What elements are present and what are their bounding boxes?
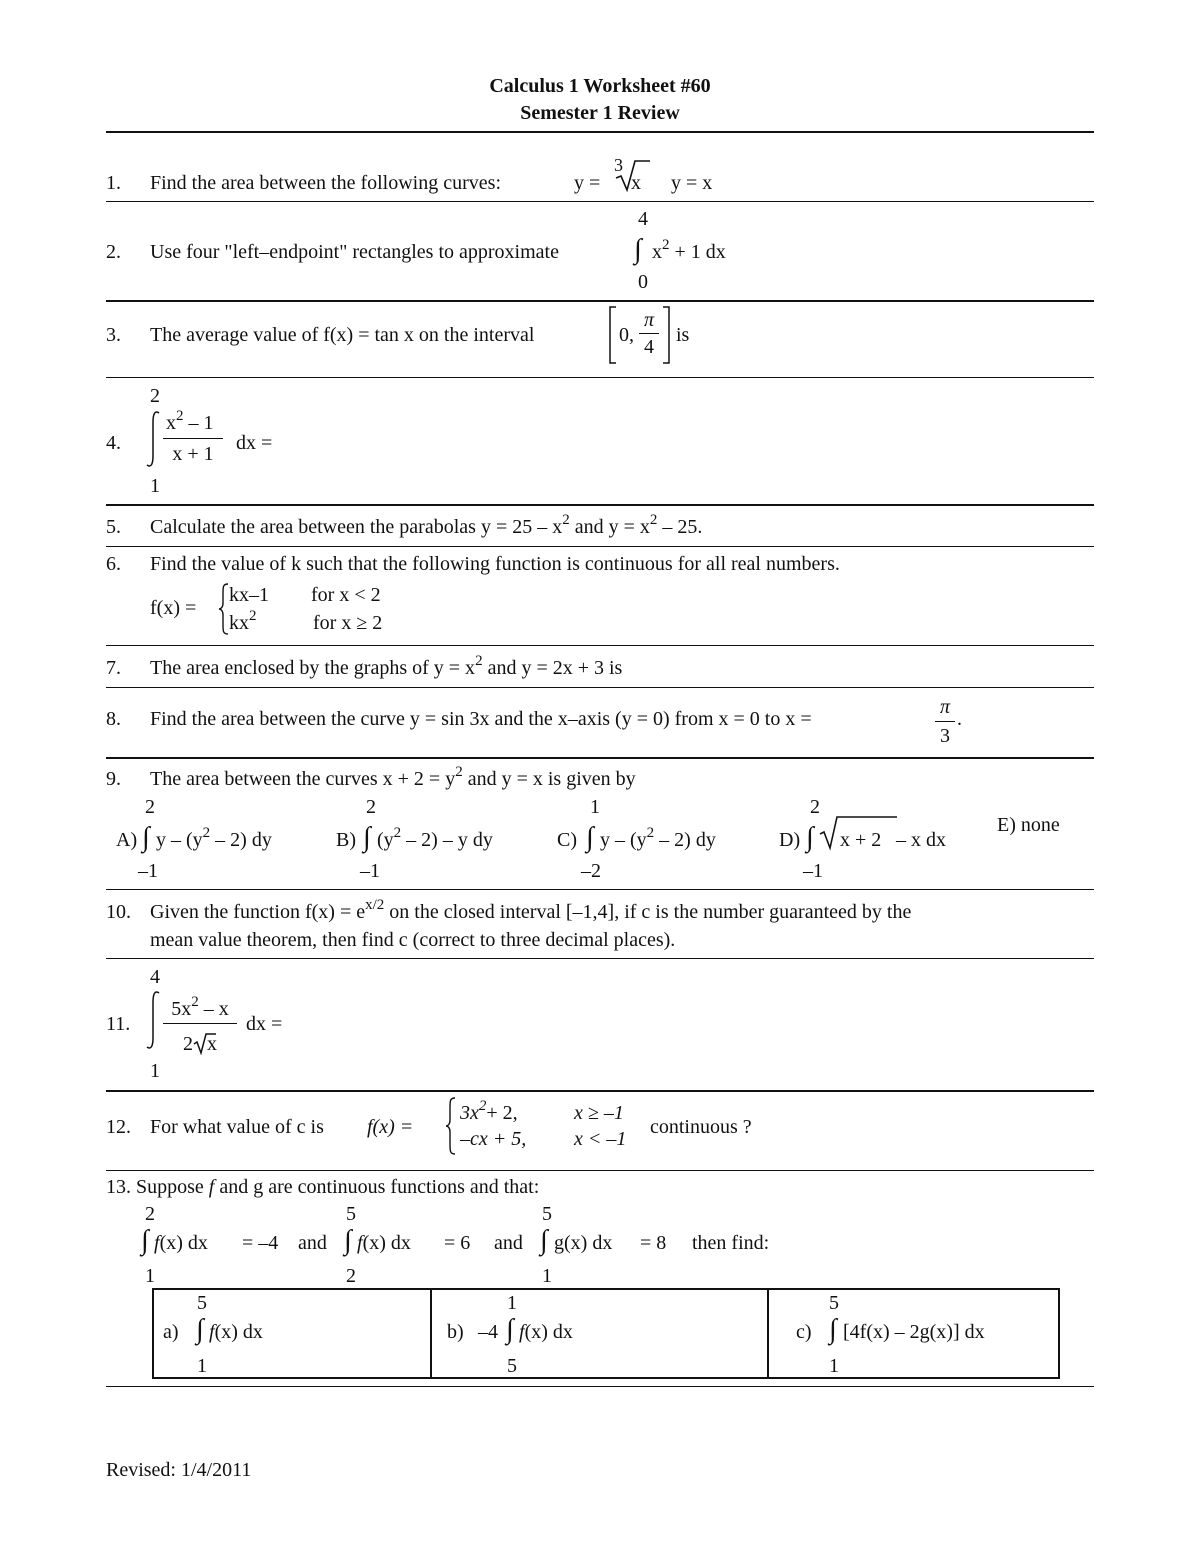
integral-upper-limit: 2: [150, 385, 160, 407]
radicand: x + 2: [840, 829, 882, 851]
problem-number: 12.: [106, 1116, 131, 1138]
integral-lower-limit: –1: [360, 860, 380, 882]
integral-lower-limit: 1: [197, 1355, 207, 1377]
divider: [106, 889, 1094, 890]
coefficient: –4: [478, 1321, 498, 1343]
problem-number: 8.: [106, 708, 121, 730]
integral-sign-icon: ∫: [344, 1225, 352, 1256]
integral-upper-limit: 2: [145, 796, 155, 818]
problem-tail: dx =: [236, 432, 273, 454]
choice-label: D): [779, 829, 801, 851]
integrand: f(x) dx: [154, 1232, 208, 1254]
integral-sign-icon: [146, 990, 162, 1050]
problem-text: Calculate the area between the parabolas $y = 25 - x^2$ and $y = x^2 - 25$.: [150, 512, 703, 538]
fraction: [163, 408, 223, 465]
problem-text: Use four "left–endpoint" rectangles to approximate: [150, 241, 559, 263]
integral-upper-limit: 5: [346, 1203, 356, 1225]
divider: [106, 958, 1094, 959]
problem-text-line-2: mean value theorem, then find c (correct to three decimal places).: [150, 929, 676, 951]
integral-lower-limit: 1: [829, 1355, 839, 1377]
integral-value: = –4: [242, 1232, 279, 1254]
function-label: f(x) =: [367, 1116, 414, 1138]
problem-text: Find the area between the following curves:: [150, 172, 501, 194]
divider: [106, 546, 1094, 547]
radicand: x: [631, 172, 641, 194]
integral-upper-limit: 2: [810, 796, 820, 818]
integral-sign-icon: ∫: [634, 234, 642, 265]
square-root-sign-icon: [193, 1032, 217, 1054]
integrand: $x^2 + 1$ dx: [652, 237, 726, 263]
case-1: kx–1: [229, 584, 269, 606]
integral-lower-limit: 0: [638, 271, 648, 293]
divider: [106, 131, 1094, 133]
choice-expression: $(y^2 - 2)$ – y dy: [377, 825, 493, 851]
choice-expression: y – $(y^2 - 2)$ dy: [600, 825, 716, 851]
divider: [106, 645, 1094, 646]
problem-text: Find the value of k such that the following function is continuous for all real numbers.: [150, 553, 840, 575]
integral-lower-limit: 5: [507, 1355, 517, 1377]
divider: [106, 504, 1094, 506]
divider: [106, 1090, 1094, 1092]
case-2: –cx + 5,: [460, 1128, 527, 1150]
divider: [106, 377, 1094, 378]
fraction-numerator: $5x^2$ – x: [171, 994, 229, 1020]
fraction-denominator: x + 1: [172, 443, 214, 465]
table-divider: [430, 1288, 432, 1379]
fraction-numerator: π: [939, 696, 951, 718]
choice-expression: – x dx: [896, 829, 946, 851]
fraction-numerator: π: [643, 309, 655, 331]
divider: [106, 1170, 1094, 1171]
problem-tail: continuous ?: [650, 1116, 752, 1138]
part-label: b): [447, 1321, 464, 1343]
integral-lower-limit: –1: [138, 860, 158, 882]
connector-and: and: [298, 1232, 327, 1254]
integrand: f(x) dx: [209, 1321, 263, 1343]
divider: [106, 300, 1094, 302]
problem-text: The average value of f(x) = tan x on the interval: [150, 324, 535, 346]
divider: [106, 1386, 1094, 1387]
case-2: $kx^2$: [229, 608, 257, 634]
integrand: f(x) dx: [519, 1321, 573, 1343]
integral-lower-limit: –1: [803, 860, 823, 882]
integral-sign-icon: ∫: [142, 822, 150, 853]
divider: [106, 757, 1094, 759]
choice-expression: y – $(y^2 - 2)$ dy: [156, 825, 272, 851]
integral-lower-limit: 1: [150, 1060, 160, 1082]
divider: [106, 201, 1094, 202]
integral-lower-limit: 1: [542, 1265, 552, 1287]
integral-sign-icon: ∫: [196, 1314, 204, 1345]
left-brace-icon: [445, 1097, 457, 1155]
integrand: g(x) dx: [554, 1232, 613, 1254]
root-index: 3: [614, 155, 623, 175]
integral-sign-icon: ∫: [806, 822, 814, 853]
integral-sign-icon: ∫: [540, 1225, 548, 1256]
table-divider: [767, 1288, 769, 1379]
problem-number: 5.: [106, 516, 121, 538]
integral-upper-limit: 5: [197, 1292, 207, 1314]
integral-value: = 8: [640, 1232, 667, 1254]
problem-number: 3.: [106, 324, 121, 346]
integral-lower-limit: 1: [150, 475, 160, 497]
page-title: Calculus 1 Worksheet #60: [489, 75, 711, 97]
integral-sign-icon: ∫: [586, 822, 594, 853]
problem-text: The area between the curves $x + 2 = y^2$ and y = x is given by: [150, 764, 636, 790]
condition-1: x ≥ –1: [574, 1102, 624, 1124]
divider: [106, 687, 1094, 688]
integral-upper-limit: 2: [366, 796, 376, 818]
case-1: $3x^2+ 2$,: [460, 1098, 518, 1124]
choice-label: B): [336, 829, 356, 851]
fraction-denominator: 4: [644, 336, 654, 358]
problem-number: 6.: [106, 553, 121, 575]
integrand: f(x) dx: [357, 1232, 411, 1254]
fraction: [935, 697, 955, 746]
condition-1: for x < 2: [311, 584, 381, 606]
part-label: a): [163, 1321, 179, 1343]
integral-upper-limit: 1: [590, 796, 600, 818]
fraction-denominator: 2 x: [183, 1033, 217, 1055]
integral-sign-icon: ∫: [141, 1225, 149, 1256]
fraction: [163, 994, 237, 1055]
integral-sign-icon: ∫: [829, 1314, 837, 1345]
integral-sign-icon: [146, 410, 162, 468]
problem-text: For what value of c is: [150, 1116, 324, 1138]
problem-text: Find the area between the curve y = sin 3x and the x–axis (y = 0) from x = 0 to x =: [150, 708, 812, 730]
problem-number: 4.: [106, 432, 121, 454]
integral-sign-icon: ∫: [506, 1314, 514, 1345]
condition-2: x < –1: [574, 1128, 627, 1150]
fraction-denominator: 3: [940, 725, 950, 747]
choice-e: E) none: [997, 814, 1060, 836]
page-subtitle: Semester 1 Review: [520, 102, 680, 124]
integral-lower-limit: –2: [581, 860, 601, 882]
problem-text: Given the function $f(x) = e^{x/2}$ on the closed interval [–1,4], if c is the number guaranteed by the: [150, 897, 912, 923]
integral-lower-limit: 2: [346, 1265, 356, 1287]
integrand: [4f(x) – 2g(x)] dx: [843, 1321, 985, 1343]
function-label: f(x) =: [150, 597, 197, 619]
integral-upper-limit: 2: [145, 1203, 155, 1225]
integral-upper-limit: 5: [542, 1203, 552, 1225]
problem-tail: .: [957, 708, 962, 730]
problem-number: 2.: [106, 241, 121, 263]
fraction-numerator: $x^2 - 1$: [166, 408, 214, 434]
integral-sign-icon: ∫: [363, 822, 371, 853]
problem-tail: is: [676, 324, 690, 346]
integral-lower-limit: 1: [145, 1265, 155, 1287]
problem-text: 13. Suppose f and g are continuous functions and that:: [106, 1176, 540, 1198]
integral-upper-limit: 1: [507, 1292, 517, 1314]
equation-lhs: y =: [574, 172, 601, 194]
right-bracket-icon: [662, 306, 672, 364]
integral-upper-limit: 5: [829, 1292, 839, 1314]
revised-date: Revised: 1/4/2011: [106, 1459, 252, 1481]
equation-2: y = x: [671, 172, 713, 194]
problem-tail: dx =: [246, 1013, 283, 1035]
problem-number: 7.: [106, 657, 121, 679]
connector-and: and: [494, 1232, 523, 1254]
fraction: [639, 310, 659, 357]
integral-value: = 6: [444, 1232, 471, 1254]
integral-upper-limit: 4: [150, 966, 160, 988]
problem-number: 1.: [106, 172, 121, 194]
problem-number: 11.: [106, 1013, 131, 1035]
interval-start: 0,: [619, 324, 634, 346]
integral-upper-limit: 4: [638, 208, 648, 230]
left-bracket-icon: [608, 306, 618, 364]
part-label: c): [796, 1321, 812, 1343]
condition-2: for x ≥ 2: [313, 612, 383, 634]
problem-number: 10.: [106, 901, 131, 923]
choice-label: C): [557, 829, 577, 851]
problem-number: 9.: [106, 768, 121, 790]
then-find: then find:: [692, 1232, 770, 1254]
choice-label: A): [116, 829, 138, 851]
problem-text: The area enclosed by the graphs of $y = x^2$ and y = 2x + 3 is: [150, 653, 623, 679]
